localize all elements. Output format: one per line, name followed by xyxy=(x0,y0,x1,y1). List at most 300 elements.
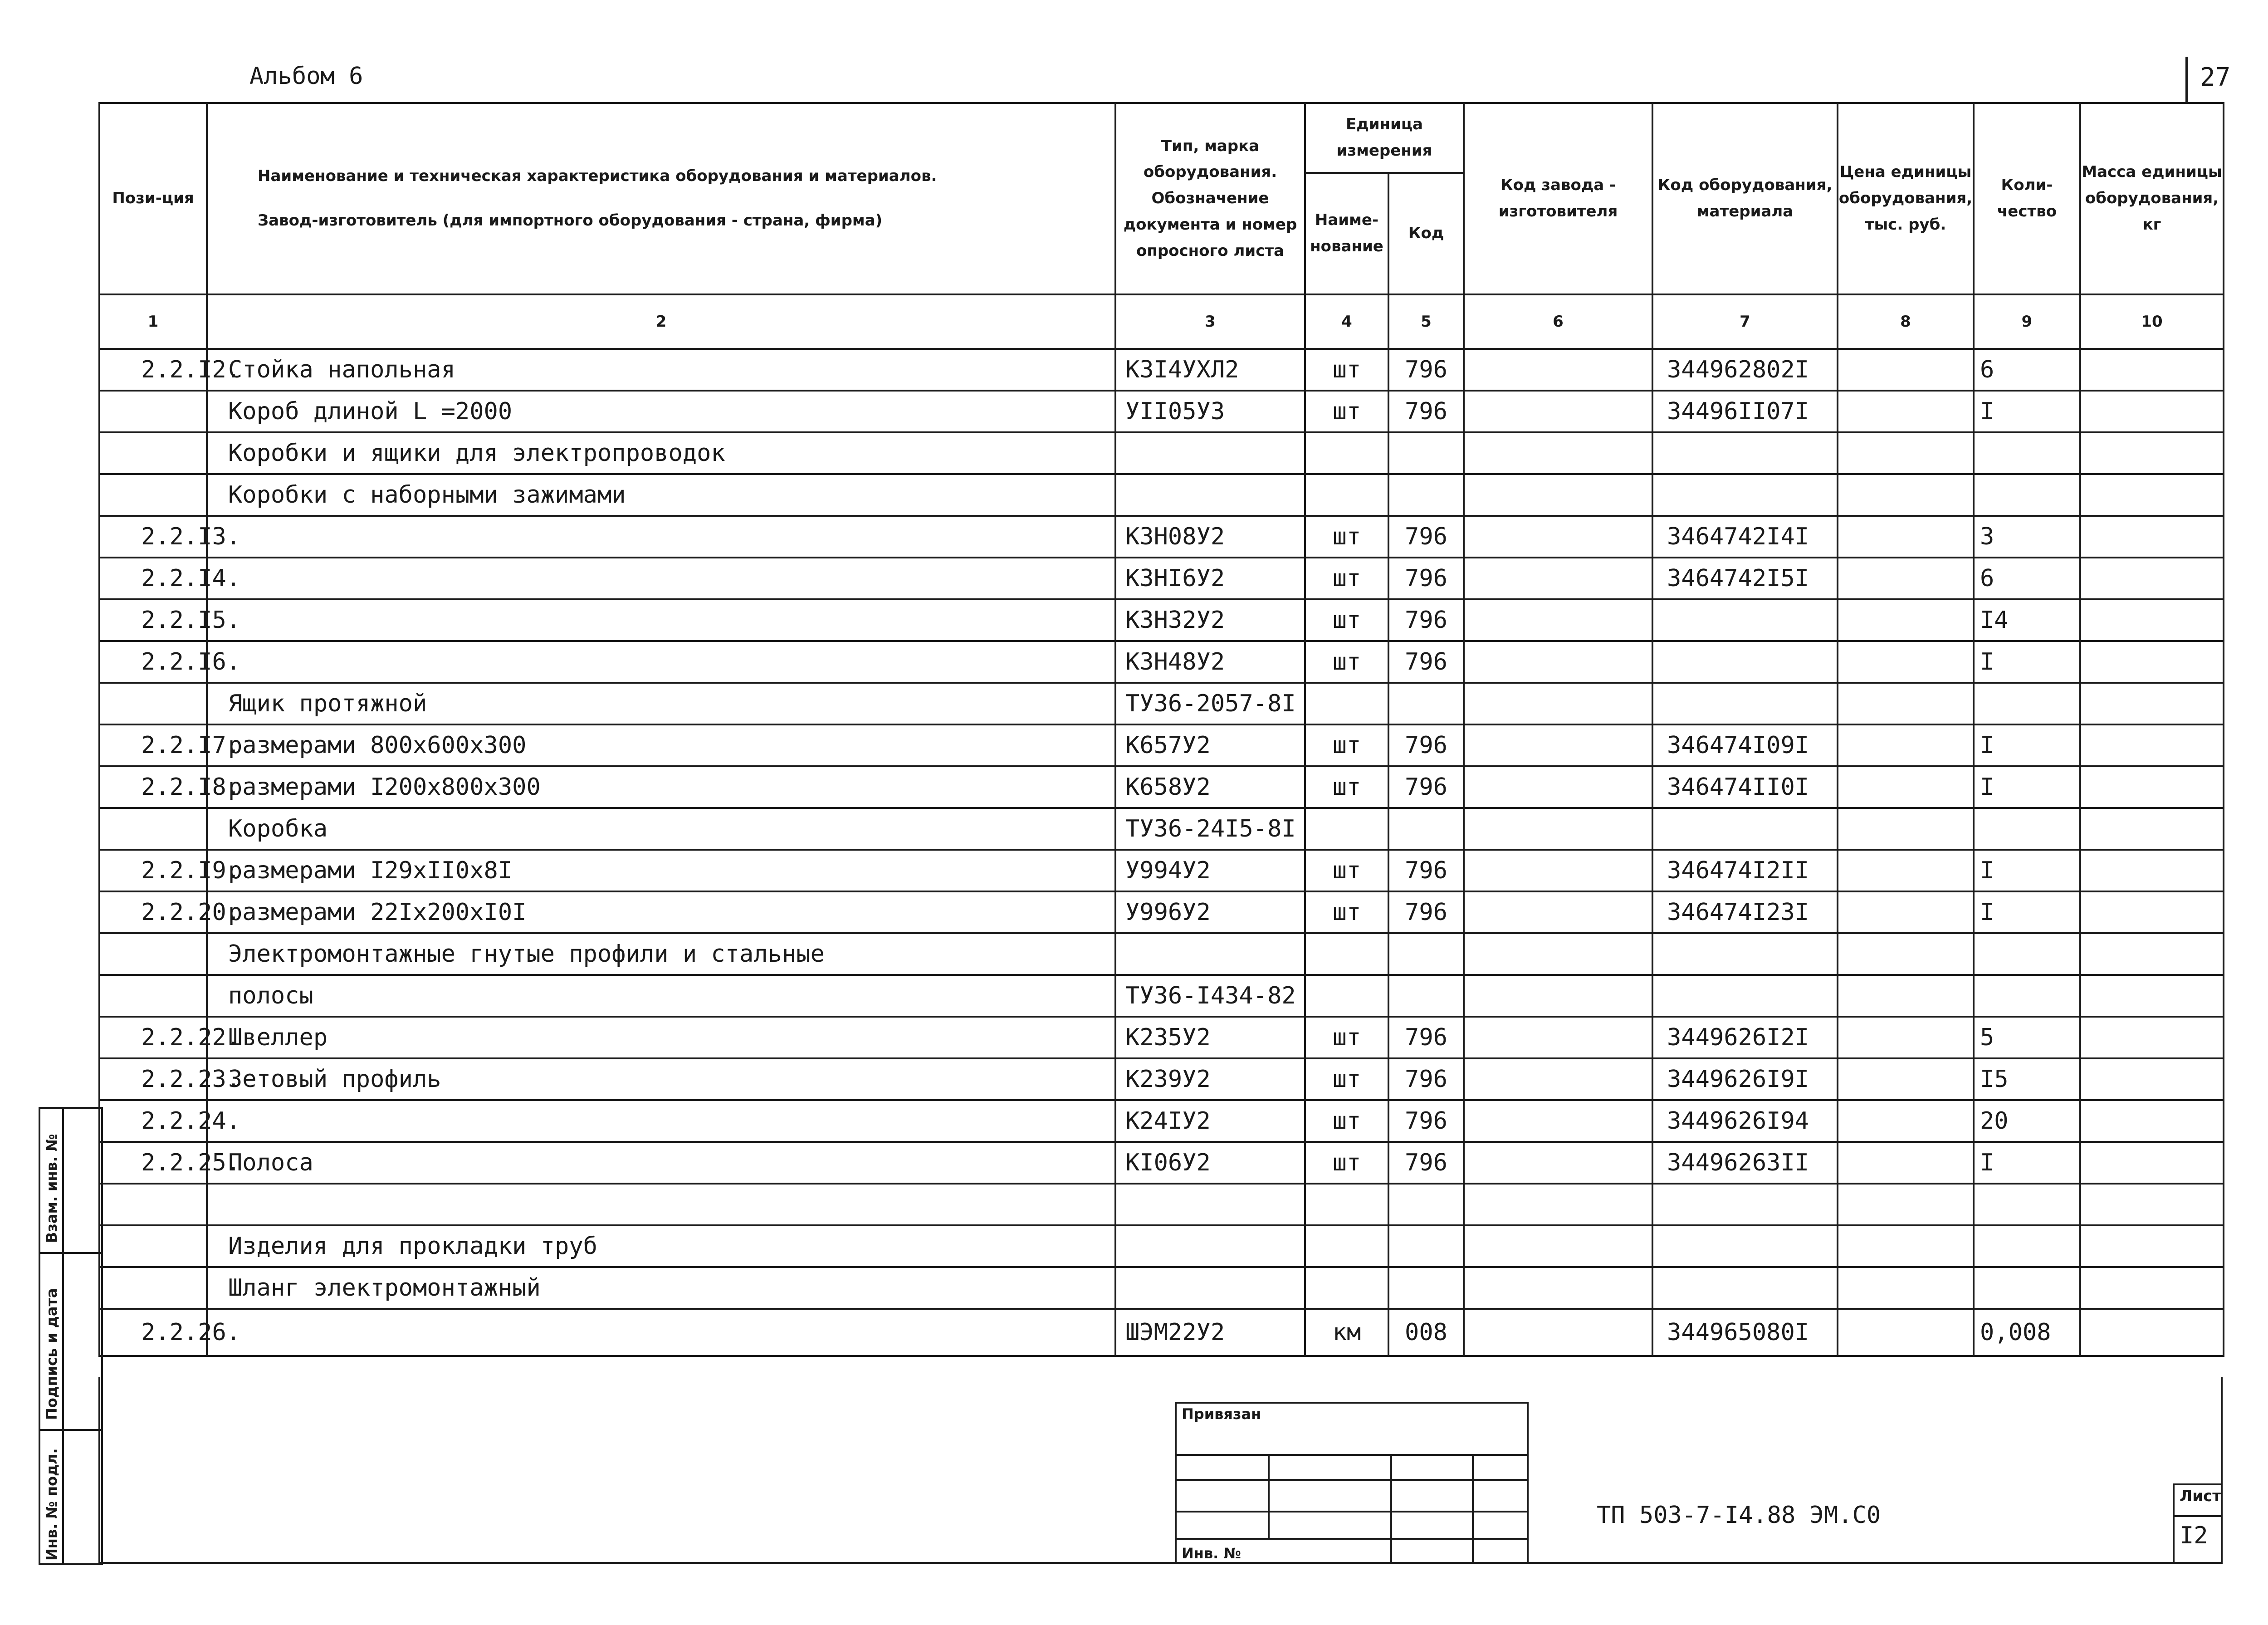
table-row xyxy=(99,1184,2224,1225)
table-row xyxy=(99,474,2224,516)
position-cell: 2.2.I4. xyxy=(99,558,207,599)
maker-code-cell xyxy=(1464,766,1652,808)
price-cell xyxy=(1838,1225,1974,1267)
maker-code-cell xyxy=(1464,724,1652,766)
maker-code-cell xyxy=(1464,432,1652,474)
name-cell: Ящик протяжной xyxy=(207,683,1115,724)
equipment-code-cell: 3449626I9I xyxy=(1652,1058,1838,1100)
position-cell: 2.2.I2. xyxy=(99,349,207,391)
unit-code-cell: 796 xyxy=(1388,1017,1464,1058)
album-label: Альбом 6 xyxy=(249,63,363,90)
position-cell xyxy=(99,391,207,432)
maker-code-cell xyxy=(1464,1100,1652,1142)
unit-code-cell xyxy=(1388,1184,1464,1225)
mass-cell xyxy=(2080,516,2224,558)
equipment-code-cell: 346474I09I xyxy=(1652,724,1838,766)
name-cell xyxy=(207,599,1115,641)
unit-cell xyxy=(1305,1184,1388,1225)
equipment-code-cell xyxy=(1652,641,1838,683)
type-cell: К3Н32У2 xyxy=(1115,599,1305,641)
equipment-code-cell xyxy=(1652,808,1838,850)
equipment-code-cell xyxy=(1652,432,1838,474)
mass-cell xyxy=(2080,558,2224,599)
name-cell: Стойка напольная xyxy=(207,349,1115,391)
col-qty-header: Коли-чество xyxy=(1974,103,2080,294)
type-cell: ТУ36-24I5-8I xyxy=(1115,808,1305,850)
table-row xyxy=(99,1142,2224,1184)
position-cell xyxy=(99,1225,207,1267)
mass-cell xyxy=(2080,1017,2224,1058)
quantity-cell: 0,008 xyxy=(1974,1309,2080,1356)
table-row xyxy=(99,766,2224,808)
inv-number-label: Инв. № xyxy=(1182,1545,1241,1562)
type-cell: К239У2 xyxy=(1115,1058,1305,1100)
original-inv-stamp: Инв. № подл. xyxy=(43,1448,60,1561)
name-cell: Изделия для прокладки труб xyxy=(207,1225,1115,1267)
price-cell xyxy=(1838,1184,1974,1225)
mass-cell xyxy=(2080,1267,2224,1309)
col-price-header: Цена единицы оборудования, тыс. руб. xyxy=(1838,103,1974,294)
type-cell: К658У2 xyxy=(1115,766,1305,808)
maker-code-cell xyxy=(1464,1184,1652,1225)
side-stamp-line xyxy=(39,1429,103,1431)
quantity-cell: I xyxy=(1974,724,2080,766)
column-number-row xyxy=(99,294,2224,349)
position-cell xyxy=(99,474,207,516)
unit-code-cell: 796 xyxy=(1388,391,1464,432)
position-cell: 2.2.23. xyxy=(99,1058,207,1100)
quantity-cell: 6 xyxy=(1974,558,2080,599)
unit-code-cell: 796 xyxy=(1388,724,1464,766)
quantity-cell xyxy=(1974,933,2080,975)
col-equip-code-header: Код оборудования, материала xyxy=(1652,103,1838,294)
quantity-cell xyxy=(1974,683,2080,724)
footer-frame xyxy=(98,1377,2223,1564)
unit-code-cell: 796 xyxy=(1388,641,1464,683)
quantity-cell xyxy=(1974,432,2080,474)
equipment-code-cell: 34496II07I xyxy=(1652,391,1838,432)
name-cell: полосы xyxy=(207,975,1115,1017)
quantity-cell: I xyxy=(1974,766,2080,808)
col-mass-header: Масса единицы оборудования, кг xyxy=(2080,103,2224,294)
sheet-box-divider xyxy=(2173,1515,2223,1517)
name-cell xyxy=(207,1309,1115,1356)
quantity-cell xyxy=(1974,975,2080,1017)
quantity-cell: 5 xyxy=(1974,1017,2080,1058)
maker-code-cell xyxy=(1464,558,1652,599)
table-row xyxy=(99,724,2224,766)
unit-cell: шт xyxy=(1305,766,1388,808)
price-cell xyxy=(1838,683,1974,724)
unit-cell: шт xyxy=(1305,1058,1388,1100)
position-cell: 2.2.I3. xyxy=(99,516,207,558)
stamp-divider xyxy=(1472,1454,1474,1564)
unit-code-cell xyxy=(1388,933,1464,975)
stamp-line xyxy=(1175,1479,1529,1481)
table-body xyxy=(99,349,2224,1356)
mass-cell xyxy=(2080,391,2224,432)
signature-date-stamp: Подпись и дата xyxy=(43,1288,60,1420)
mass-cell xyxy=(2080,808,2224,850)
mass-cell xyxy=(2080,349,2224,391)
table-row xyxy=(99,432,2224,474)
quantity-cell xyxy=(1974,1184,2080,1225)
table-row xyxy=(99,1100,2224,1142)
position-cell xyxy=(99,683,207,724)
side-stamp-divider xyxy=(62,1107,64,1565)
price-cell xyxy=(1838,724,1974,766)
column-number: 3 xyxy=(1115,294,1305,349)
equipment-code-cell: 346474I2II xyxy=(1652,850,1838,891)
price-cell xyxy=(1838,474,1974,516)
position-cell: 2.2.I6. xyxy=(99,641,207,683)
type-cell: К3НI6У2 xyxy=(1115,558,1305,599)
unit-cell: шт xyxy=(1305,724,1388,766)
position-cell xyxy=(99,975,207,1017)
specification-table xyxy=(98,102,2224,1357)
position-cell: 2.2.I7. xyxy=(99,724,207,766)
type-cell: К24IУ2 xyxy=(1115,1100,1305,1142)
unit-cell: шт xyxy=(1305,1017,1388,1058)
type-cell xyxy=(1115,474,1305,516)
table-row xyxy=(99,1309,2224,1356)
mass-cell xyxy=(2080,683,2224,724)
page-number: 27 xyxy=(2200,63,2231,92)
maker-code-cell xyxy=(1464,641,1652,683)
quantity-cell: 20 xyxy=(1974,1100,2080,1142)
equipment-code-cell xyxy=(1652,1225,1838,1267)
table-row xyxy=(99,599,2224,641)
mass-cell xyxy=(2080,891,2224,933)
mass-cell xyxy=(2080,1225,2224,1267)
col-unit-group-header: Единица измерения xyxy=(1305,103,1464,173)
table-row xyxy=(99,975,2224,1017)
unit-code-cell: 796 xyxy=(1388,891,1464,933)
maker-code-cell xyxy=(1464,1309,1652,1356)
equipment-code-cell: 346474I23I xyxy=(1652,891,1838,933)
unit-code-cell: 796 xyxy=(1388,766,1464,808)
type-cell xyxy=(1115,1267,1305,1309)
equipment-code-cell: 344965080I xyxy=(1652,1309,1838,1356)
unit-cell xyxy=(1305,933,1388,975)
equipment-code-cell xyxy=(1652,599,1838,641)
column-number: 2 xyxy=(207,294,1115,349)
name-cell: Швеллер xyxy=(207,1017,1115,1058)
name-cell xyxy=(207,558,1115,599)
price-cell xyxy=(1838,1267,1974,1309)
type-cell: УII05У3 xyxy=(1115,391,1305,432)
type-cell: ШЭМ22У2 xyxy=(1115,1309,1305,1356)
table-row xyxy=(99,808,2224,850)
column-number: 8 xyxy=(1838,294,1974,349)
sheet-label: Лист xyxy=(2180,1487,2221,1505)
type-cell: К3Н48У2 xyxy=(1115,641,1305,683)
position-cell xyxy=(99,808,207,850)
equipment-code-cell: 3464742I4I xyxy=(1652,516,1838,558)
price-cell xyxy=(1838,891,1974,933)
position-cell xyxy=(99,432,207,474)
col-name-header xyxy=(207,103,1115,294)
price-cell xyxy=(1838,808,1974,850)
stamp-line xyxy=(1175,1538,1529,1540)
position-cell xyxy=(99,1184,207,1225)
position-cell: 2.2.22. xyxy=(99,1017,207,1058)
name-cell: размерами 800х600х300 xyxy=(207,724,1115,766)
price-cell xyxy=(1838,1017,1974,1058)
price-cell xyxy=(1838,641,1974,683)
name-cell xyxy=(207,1100,1115,1142)
mass-cell xyxy=(2080,432,2224,474)
column-number: 4 xyxy=(1305,294,1388,349)
stamp-divider xyxy=(1268,1454,1270,1538)
name-cell: Коробки и ящики для электропроводок xyxy=(207,432,1115,474)
col-unit-name-header: Наиме-нование xyxy=(1305,173,1388,294)
type-cell: У994У2 xyxy=(1115,850,1305,891)
document-code: ТП 503-7-I4.88 ЭМ.С0 xyxy=(1597,1502,1881,1529)
quantity-cell xyxy=(1974,1267,2080,1309)
equipment-code-cell: 34496263II xyxy=(1652,1142,1838,1184)
quantity-cell: I xyxy=(1974,891,2080,933)
unit-code-cell: 796 xyxy=(1388,349,1464,391)
equipment-code-cell: 3449626I94 xyxy=(1652,1100,1838,1142)
mass-cell xyxy=(2080,1184,2224,1225)
unit-code-cell xyxy=(1388,1267,1464,1309)
maker-code-cell xyxy=(1464,349,1652,391)
type-cell xyxy=(1115,1184,1305,1225)
mass-cell xyxy=(2080,933,2224,975)
stamp-line xyxy=(1175,1511,1529,1512)
position-cell: 2.2.I5. xyxy=(99,599,207,641)
name-cell xyxy=(207,1184,1115,1225)
unit-code-cell xyxy=(1388,975,1464,1017)
col-position-header: Пози-ция xyxy=(99,103,207,294)
price-cell xyxy=(1838,1142,1974,1184)
name-cell: Зетовый профиль xyxy=(207,1058,1115,1100)
table-row xyxy=(99,516,2224,558)
maker-code-cell xyxy=(1464,891,1652,933)
column-number: 1 xyxy=(99,294,207,349)
mass-cell xyxy=(2080,641,2224,683)
name-cell: Полоса xyxy=(207,1142,1115,1184)
price-cell xyxy=(1838,516,1974,558)
column-number: 9 xyxy=(1974,294,2080,349)
table-row xyxy=(99,850,2224,891)
unit-code-cell: 796 xyxy=(1388,599,1464,641)
col-name-header-line1: Наименование и техническая характеристика оборудования и материалов. xyxy=(258,167,937,186)
price-cell xyxy=(1838,599,1974,641)
unit-cell: шт xyxy=(1305,391,1388,432)
unit-cell xyxy=(1305,432,1388,474)
unit-cell: шт xyxy=(1305,1100,1388,1142)
unit-cell: шт xyxy=(1305,349,1388,391)
table-row xyxy=(99,349,2224,391)
price-cell xyxy=(1838,432,1974,474)
price-cell xyxy=(1838,1309,1974,1356)
col-unit-code-header: Код xyxy=(1388,173,1464,294)
equipment-code-cell: 346474II0I xyxy=(1652,766,1838,808)
unit-cell xyxy=(1305,808,1388,850)
price-cell xyxy=(1838,850,1974,891)
quantity-cell: I xyxy=(1974,850,2080,891)
col-type-header: Тип, марка оборудования. Обозначение документа и номер опросного листа xyxy=(1115,103,1305,294)
mass-cell xyxy=(2080,1100,2224,1142)
table-row xyxy=(99,391,2224,432)
mass-cell xyxy=(2080,975,2224,1017)
table-row xyxy=(99,891,2224,933)
unit-cell: шт xyxy=(1305,558,1388,599)
unit-cell: км xyxy=(1305,1309,1388,1356)
unit-code-cell: 796 xyxy=(1388,1100,1464,1142)
table-row xyxy=(99,933,2224,975)
type-cell: К235У2 xyxy=(1115,1017,1305,1058)
equipment-code-cell xyxy=(1652,683,1838,724)
type-cell: К657У2 xyxy=(1115,724,1305,766)
unit-code-cell: 796 xyxy=(1388,1058,1464,1100)
replace-inv-stamp: Взам. инв. № xyxy=(43,1134,60,1243)
equipment-code-cell xyxy=(1652,933,1838,975)
type-cell: ТУ36-I434-82 xyxy=(1115,975,1305,1017)
column-number: 6 xyxy=(1464,294,1652,349)
quantity-cell: I xyxy=(1974,391,2080,432)
column-number: 5 xyxy=(1388,294,1464,349)
mass-cell xyxy=(2080,1142,2224,1184)
unit-cell: шт xyxy=(1305,850,1388,891)
table-row xyxy=(99,1017,2224,1058)
type-cell: У996У2 xyxy=(1115,891,1305,933)
maker-code-cell xyxy=(1464,391,1652,432)
unit-code-cell: 796 xyxy=(1388,1142,1464,1184)
position-cell xyxy=(99,933,207,975)
unit-cell: шт xyxy=(1305,1142,1388,1184)
position-cell: 2.2.20. xyxy=(99,891,207,933)
stamp-divider xyxy=(1390,1454,1392,1564)
mass-cell xyxy=(2080,766,2224,808)
unit-cell xyxy=(1305,683,1388,724)
position-cell: 2.2.26. xyxy=(99,1309,207,1356)
price-cell xyxy=(1838,1100,1974,1142)
unit-cell xyxy=(1305,1267,1388,1309)
side-stamp-line xyxy=(39,1252,103,1254)
unit-code-cell: 796 xyxy=(1388,516,1464,558)
name-cell: размерами I29хII0х8I xyxy=(207,850,1115,891)
unit-cell xyxy=(1305,975,1388,1017)
maker-code-cell xyxy=(1464,1267,1652,1309)
position-cell: 2.2.I9. xyxy=(99,850,207,891)
name-cell: размерами 22Iх200хI0I xyxy=(207,891,1115,933)
position-cell xyxy=(99,1267,207,1309)
equipment-code-cell xyxy=(1652,474,1838,516)
price-cell xyxy=(1838,766,1974,808)
mass-cell xyxy=(2080,474,2224,516)
mass-cell xyxy=(2080,599,2224,641)
unit-code-cell: 796 xyxy=(1388,850,1464,891)
type-cell xyxy=(1115,933,1305,975)
maker-code-cell xyxy=(1464,599,1652,641)
price-cell xyxy=(1838,975,1974,1017)
table-row xyxy=(99,683,2224,724)
mass-cell xyxy=(2080,1309,2224,1356)
bound-label: Привязан xyxy=(1182,1405,1261,1423)
unit-code-cell: 008 xyxy=(1388,1309,1464,1356)
equipment-code-cell: 344962802I xyxy=(1652,349,1838,391)
maker-code-cell xyxy=(1464,516,1652,558)
maker-code-cell xyxy=(1464,474,1652,516)
price-cell xyxy=(1838,1058,1974,1100)
quantity-cell: 6 xyxy=(1974,349,2080,391)
table-row xyxy=(99,1225,2224,1267)
unit-code-cell xyxy=(1388,474,1464,516)
equipment-code-cell: 3464742I5I xyxy=(1652,558,1838,599)
quantity-cell: I4 xyxy=(1974,599,2080,641)
unit-cell: шт xyxy=(1305,641,1388,683)
maker-code-cell xyxy=(1464,808,1652,850)
unit-code-cell: 796 xyxy=(1388,558,1464,599)
col-name-header-line2: Завод-изготовитель (для импортного оборудования - страна, фирма) xyxy=(258,211,883,230)
equipment-code-cell xyxy=(1652,975,1838,1017)
type-cell: К3Н08У2 xyxy=(1115,516,1305,558)
name-cell xyxy=(207,516,1115,558)
maker-code-cell xyxy=(1464,1225,1652,1267)
page-number-divider xyxy=(2185,57,2188,102)
name-cell: Короб длиной L =2000 xyxy=(207,391,1115,432)
maker-code-cell xyxy=(1464,850,1652,891)
table-row xyxy=(99,1058,2224,1100)
quantity-cell xyxy=(1974,808,2080,850)
maker-code-cell xyxy=(1464,1058,1652,1100)
unit-code-cell xyxy=(1388,683,1464,724)
quantity-cell: 3 xyxy=(1974,516,2080,558)
unit-cell xyxy=(1305,474,1388,516)
table-row xyxy=(99,1267,2224,1309)
name-cell xyxy=(207,641,1115,683)
quantity-cell: I xyxy=(1974,1142,2080,1184)
quantity-cell: I5 xyxy=(1974,1058,2080,1100)
unit-cell: шт xyxy=(1305,891,1388,933)
mass-cell xyxy=(2080,724,2224,766)
price-cell xyxy=(1838,933,1974,975)
price-cell xyxy=(1838,349,1974,391)
quantity-cell: I xyxy=(1974,641,2080,683)
unit-cell xyxy=(1305,1225,1388,1267)
name-cell: размерами I200х800х300 xyxy=(207,766,1115,808)
type-cell: К3I4УХЛ2 xyxy=(1115,349,1305,391)
unit-cell: шт xyxy=(1305,516,1388,558)
unit-code-cell xyxy=(1388,808,1464,850)
mass-cell xyxy=(2080,1058,2224,1100)
column-number: 10 xyxy=(2080,294,2224,349)
table-row xyxy=(99,558,2224,599)
unit-code-cell xyxy=(1388,1225,1464,1267)
maker-code-cell xyxy=(1464,683,1652,724)
sheet-number: I2 xyxy=(2180,1522,2208,1549)
mass-cell xyxy=(2080,850,2224,891)
name-cell: Коробки с наборными зажимами xyxy=(207,474,1115,516)
type-cell xyxy=(1115,1225,1305,1267)
name-cell: Электромонтажные гнутые профили и стальные xyxy=(207,933,1115,975)
equipment-code-cell xyxy=(1652,1184,1838,1225)
type-cell xyxy=(1115,432,1305,474)
equipment-code-cell xyxy=(1652,1267,1838,1309)
equipment-code-cell: 3449626I2I xyxy=(1652,1017,1838,1058)
quantity-cell xyxy=(1974,474,2080,516)
maker-code-cell xyxy=(1464,933,1652,975)
position-cell: 2.2.24. xyxy=(99,1100,207,1142)
position-cell: 2.2.25. xyxy=(99,1142,207,1184)
quantity-cell xyxy=(1974,1225,2080,1267)
price-cell xyxy=(1838,558,1974,599)
maker-code-cell xyxy=(1464,1017,1652,1058)
column-number: 7 xyxy=(1652,294,1838,349)
